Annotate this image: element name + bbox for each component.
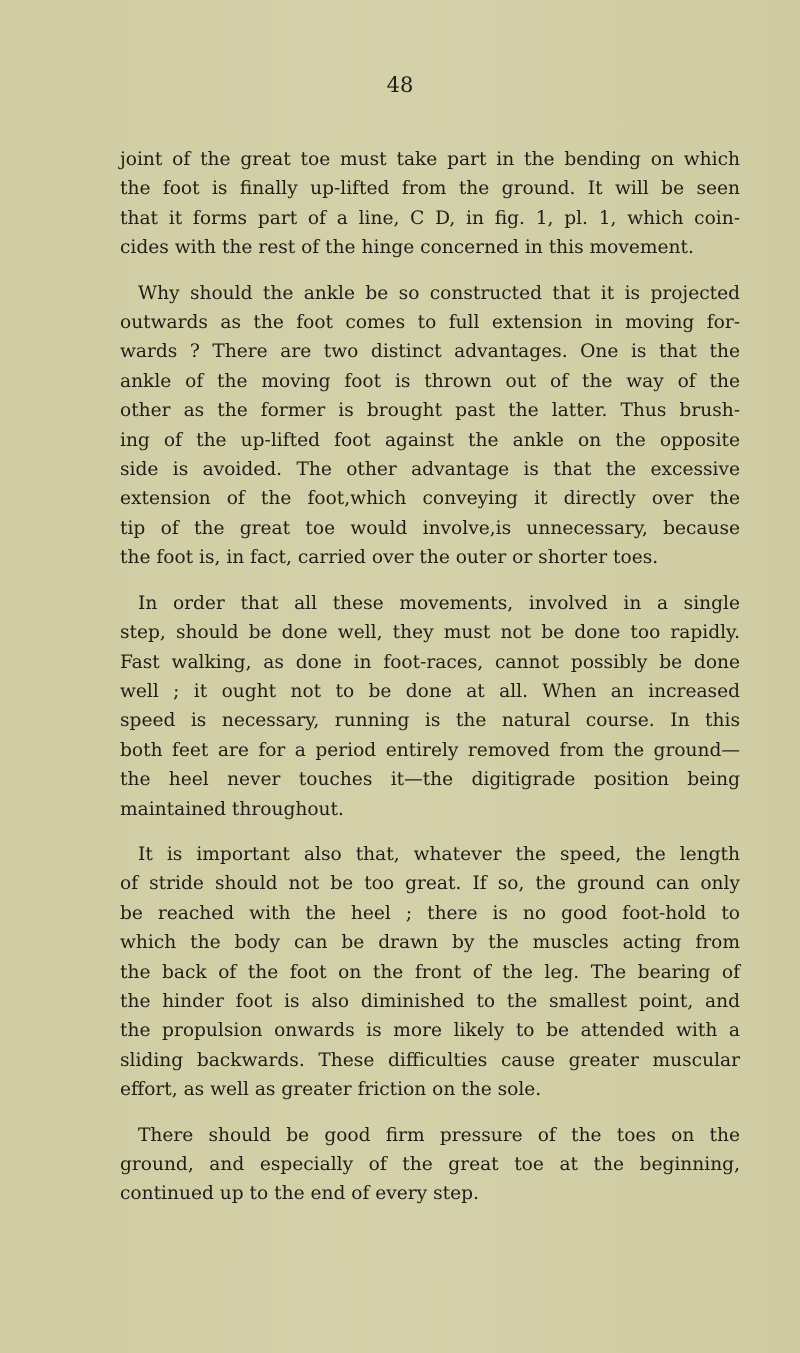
text-line: There should be good firm pressure of the toes on the (138, 1124, 740, 1146)
paragraph-5 (120, 1121, 740, 1209)
text-line: It is important also that, whatever the speed, the length (138, 843, 740, 865)
text-line: ankle of the moving foot is thrown out of the way of the (120, 370, 740, 392)
text-line: step, should be done well, they must not be done too rapidly. (120, 622, 740, 644)
text-line: well ; it ought not to be done at all. When an increased (120, 680, 740, 702)
text-line: continued up to the end of every step. (120, 1183, 479, 1205)
text-line: of stride should not be too great. If so, the ground can only (120, 873, 740, 895)
text-line: both feet are for a period entirely removed from the ground— (120, 739, 740, 761)
text-line: speed is necessary, running is the natural course. In this (120, 710, 740, 732)
text-line: the foot is finally up-lifted from the ground. It will be seen (120, 178, 740, 200)
text-line: extension of the foot,which conveying it directly over the (120, 488, 740, 510)
text-line: Fast walking, as done in foot-races, cannot possibly be done (120, 651, 740, 673)
text-line: the propulsion onwards is more likely to be attended with a (120, 1020, 740, 1042)
paragraph-3 (120, 589, 740, 824)
text-line: outwards as the foot comes to full extension in moving for- (120, 312, 740, 334)
text-line: joint of the great toe must take part in the bending on which (120, 149, 740, 170)
text-line: be reached with the heel ; there is no good foot-hold to (120, 902, 740, 924)
text-line: cides with the rest of the hinge concerned in this movement. (120, 237, 694, 259)
text-line: the hinder foot is also diminished to the smallest point, and (120, 990, 740, 1012)
text-line: ing of the up-lifted foot against the ankle on the opposite (120, 429, 740, 451)
text-line: In order that all these movements, involved in a single (138, 592, 740, 614)
text-line: wards ? There are two distinct advantages. One is that the (120, 341, 740, 363)
text-line: sliding backwards. These difficulties cause greater muscular (120, 1049, 740, 1071)
text-line: other as the former is brought past the latter. Thus brush- (120, 400, 740, 422)
paragraph-4 (120, 840, 740, 1105)
text-line: ground, and especially of the great toe at the beginning, (120, 1154, 740, 1175)
text-line: that it forms part of a line, C D, in fig. 1, pl. 1, which coin- (120, 207, 740, 229)
paragraph-1 (120, 145, 740, 263)
page-body (120, 145, 740, 1225)
text-line: tip of the great toe would involve,is unnecessary, because (120, 517, 740, 539)
text-line: the foot is, in fact, carried over the outer or shorter toes. (120, 547, 659, 569)
text-line: effort, as well as greater friction on the sole. (120, 1079, 542, 1101)
text-line: which the body can be drawn by the muscles acting from (120, 932, 740, 954)
text-line: Why should the ankle be so constructed that it is projected (138, 282, 740, 304)
text-line: side is avoided. The other advantage is that the excessive (120, 459, 740, 481)
paragraph-2 (120, 279, 740, 573)
text-line: the back of the foot on the front of the leg. The bearing of (120, 961, 740, 983)
page-number: 48 (386, 73, 414, 97)
text-line: maintained throughout. (120, 798, 344, 820)
text-line: the heel never touches it—the digitigrade position being (120, 769, 740, 791)
